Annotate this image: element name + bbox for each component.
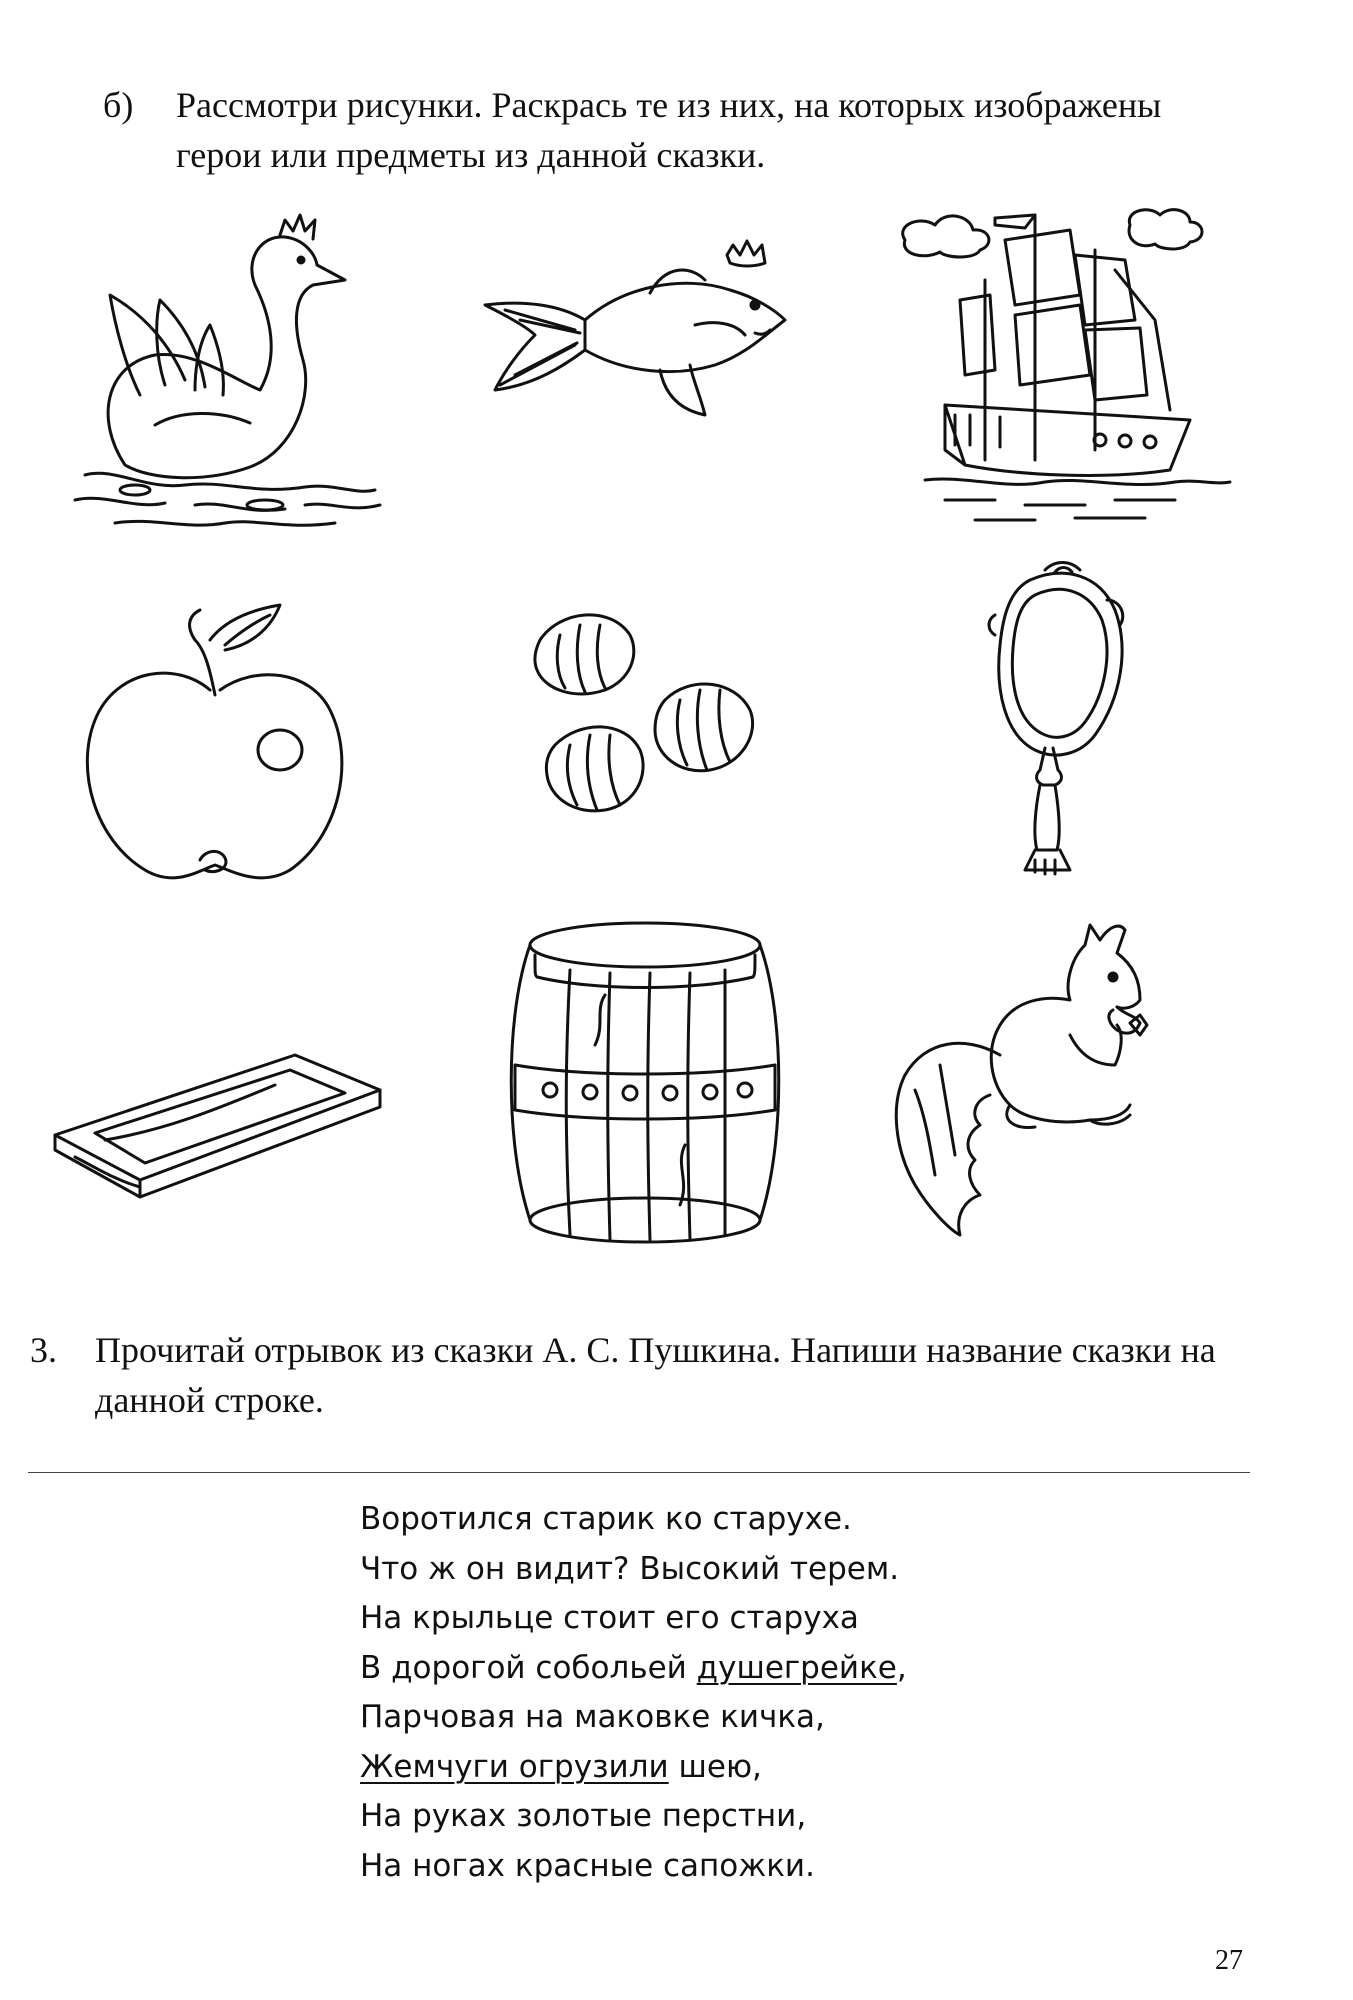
squirrel-picture[interactable] <box>885 915 1265 1245</box>
apple-icon <box>55 570 435 900</box>
swan-icon <box>55 205 435 535</box>
squirrel-icon <box>885 915 1265 1245</box>
task-b <box>103 80 1233 180</box>
mirror-picture[interactable] <box>895 560 1275 890</box>
answer-line[interactable] <box>28 1472 1250 1473</box>
poem-line-4-end: , <box>896 1649 907 1686</box>
poem-excerpt <box>360 1495 907 1891</box>
task-3 <box>30 1325 1240 1425</box>
nuts-picture[interactable] <box>465 580 845 910</box>
poem-line-4-start: В дорогой собольей <box>360 1649 697 1686</box>
poem-line-1: Воротился старик ко старухе. <box>360 1501 852 1537</box>
apple-picture[interactable] <box>55 570 435 900</box>
ship-icon <box>885 200 1265 530</box>
mirror-icon <box>895 560 1275 890</box>
goldfish-icon <box>465 205 845 535</box>
nuts-icon <box>465 580 845 910</box>
poem-line-7: На руках золотые перстни, <box>360 1798 807 1834</box>
task-3-number: 3. <box>30 1330 57 1370</box>
task-b-text: Рассмотри рисунки. Раскрась те из них, на которых изображены герои или предметы из данной сказки. <box>176 85 1162 175</box>
picture-grid <box>40 200 1270 1270</box>
poem-line-8: На ногах красные сапожки. <box>360 1847 815 1884</box>
goldfish-picture[interactable] <box>465 205 845 535</box>
task-3-text: Прочитай отрывок из сказки А. С. Пушкина. Напиши название сказки на данной строке. <box>95 1330 1216 1420</box>
poem-line-6 <box>360 1743 907 1793</box>
poem-word-dushegreika: душегрейке <box>696 1649 897 1686</box>
page-number: 27 <box>1215 1945 1243 1976</box>
trough-picture[interactable] <box>45 935 425 1265</box>
barrel-picture[interactable] <box>475 915 855 1245</box>
task-b-marker: б) <box>103 85 134 125</box>
poem-line-2: Что ж он видит? Высокий терем. <box>360 1550 900 1587</box>
poem-line-3: На крыльце стоит его старуха <box>360 1600 859 1636</box>
poem-line-4 <box>360 1644 907 1694</box>
barrel-icon <box>475 915 855 1245</box>
ship-picture[interactable] <box>885 200 1265 530</box>
trough-icon <box>45 935 425 1265</box>
poem-line-6-end: шею, <box>668 1748 762 1785</box>
swan-picture[interactable] <box>55 205 435 535</box>
poem-words-zhemchugi-ogruzili: Жемчуги огрузили <box>360 1748 669 1785</box>
poem-line-5: Парчовая на маковке кичка, <box>360 1699 825 1735</box>
